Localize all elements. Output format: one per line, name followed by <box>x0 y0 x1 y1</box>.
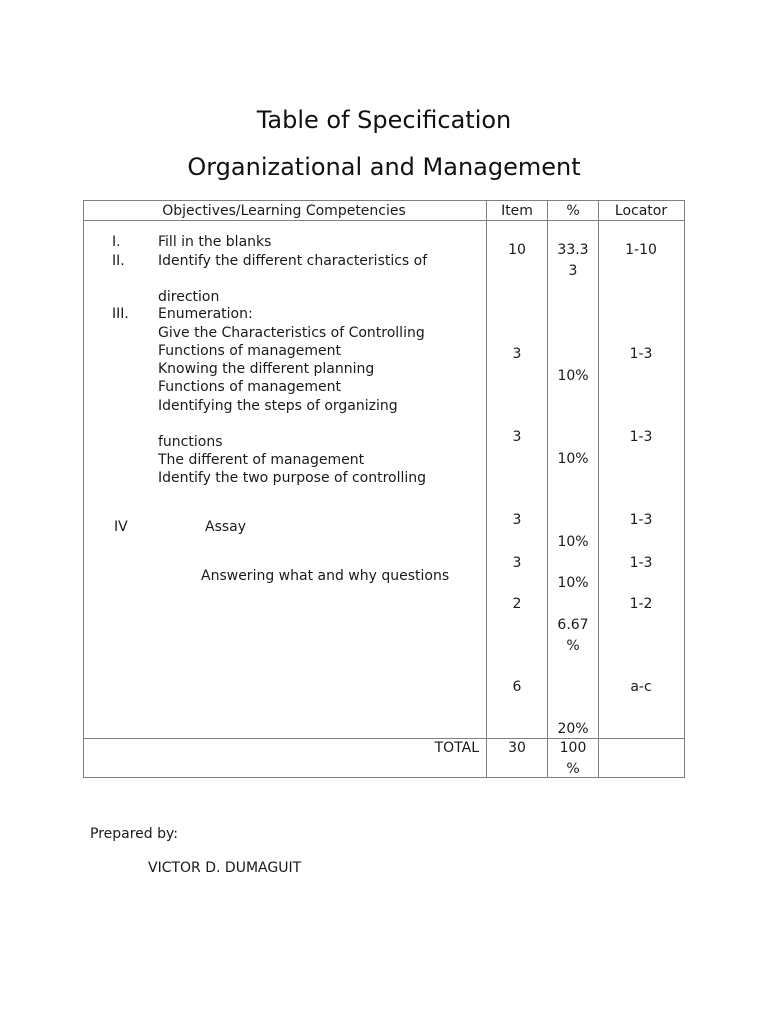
objective-text-4: Assay <box>205 519 247 535</box>
table-border-left <box>83 200 84 778</box>
header-locator: Locator <box>614 203 668 219</box>
percent-value: 10% <box>557 368 589 384</box>
item-value: 3 <box>512 555 522 571</box>
percent-value: 6.67 <box>557 617 589 633</box>
objective-number-4: IV <box>114 519 128 535</box>
locator-value: 1-3 <box>629 429 653 445</box>
objective-line: Functions of management <box>158 379 342 395</box>
objective-text-2-cont: direction <box>158 289 220 305</box>
item-value: 3 <box>512 429 522 445</box>
objective-number-1: I. <box>112 234 121 250</box>
locator-value: 1-10 <box>625 242 657 258</box>
page-title: Table of Specification <box>256 106 512 134</box>
objective-line: functions <box>158 434 223 450</box>
percent-value: % <box>566 638 580 654</box>
column-divider-percent <box>547 200 548 778</box>
total-items: 30 <box>508 740 526 756</box>
total-percent-sign: % <box>566 761 580 777</box>
column-divider-item <box>486 200 487 778</box>
percent-value: 3 <box>568 263 578 279</box>
objective-line: Give the Characteristics of Controlling <box>158 325 425 341</box>
page-subtitle: Organizational and Management <box>187 153 581 181</box>
header-divider <box>83 220 684 221</box>
percent-value: 10% <box>557 575 589 591</box>
objective-line: Identify the two purpose of controlling <box>158 470 427 486</box>
prepared-by-label: Prepared by: <box>90 826 178 842</box>
objective-text-4b: Answering what and why questions <box>201 568 450 584</box>
table-border-bottom <box>83 777 684 778</box>
table-border-right <box>684 200 685 778</box>
preparer-name: VICTOR D. DUMAGUIT <box>148 860 302 876</box>
percent-value: 20% <box>557 721 589 737</box>
locator-value: 1-3 <box>629 512 653 528</box>
percent-value: 10% <box>557 451 589 467</box>
objective-line: Identifying the steps of organizing <box>158 398 398 414</box>
locator-value: 1-2 <box>629 596 653 612</box>
percent-value: 33.3 <box>557 242 589 258</box>
item-value: 10 <box>508 242 526 258</box>
objective-line: The different of management <box>158 452 365 468</box>
item-value: 2 <box>512 596 522 612</box>
total-percent: 100 <box>559 740 587 756</box>
item-value: 3 <box>512 512 522 528</box>
locator-value: a-c <box>630 679 652 695</box>
locator-value: 1-3 <box>629 555 653 571</box>
objective-line: Functions of management <box>158 343 342 359</box>
table-border-top <box>83 200 684 201</box>
objective-text-3: Enumeration: <box>158 306 253 322</box>
item-value: 6 <box>512 679 522 695</box>
item-value: 3 <box>512 346 522 362</box>
column-divider-locator <box>598 200 599 778</box>
objective-number-2: II. <box>112 253 125 269</box>
header-objectives: Objectives/Learning Competencies <box>162 203 406 219</box>
total-label: TOTAL <box>434 740 479 756</box>
objective-line: Knowing the different planning <box>158 361 375 377</box>
header-percent: % <box>566 203 580 219</box>
objective-number-3: III. <box>112 306 129 322</box>
objective-text-1: Fill in the blanks <box>158 234 272 250</box>
total-divider <box>83 738 684 739</box>
header-item: Item <box>501 203 533 219</box>
locator-value: 1-3 <box>629 346 653 362</box>
objective-text-2: Identify the different characteristics of <box>158 253 428 269</box>
percent-value: 10% <box>557 534 589 550</box>
